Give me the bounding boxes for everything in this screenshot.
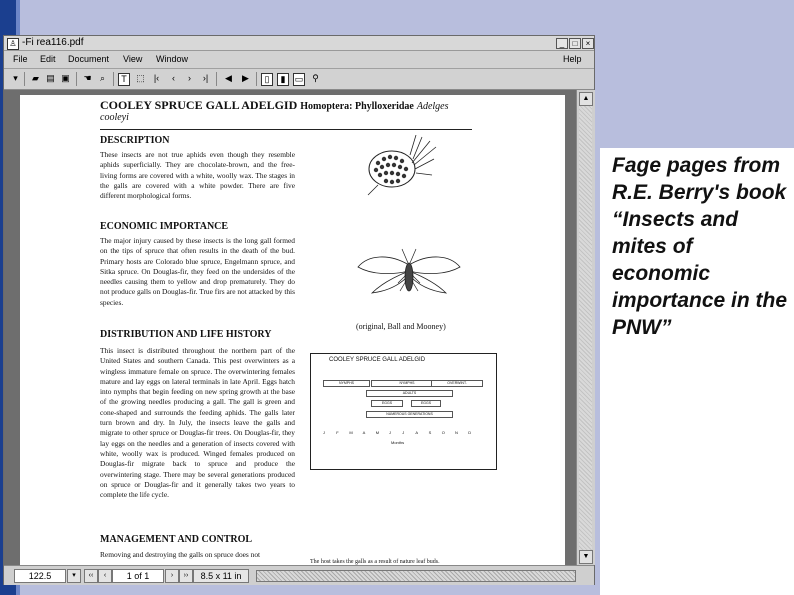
page-size-field: 8.5 x 11 in xyxy=(193,569,249,583)
fit-width-icon[interactable]: ▭ xyxy=(294,74,304,84)
prev-page-icon[interactable]: ‹ xyxy=(172,73,175,83)
menu-document[interactable]: Document xyxy=(68,54,110,64)
status-bar xyxy=(4,565,594,585)
print-icon[interactable]: ▤ xyxy=(46,73,55,83)
zoom-dropdown-icon[interactable]: ▾ xyxy=(67,569,81,583)
toolbar-separator xyxy=(216,72,217,86)
zoom-field[interactable]: 122.5 xyxy=(14,569,66,583)
chart-xlabel: Months xyxy=(391,440,405,445)
chart-month-tick: N xyxy=(455,430,458,435)
fit-page-icon[interactable]: ▮ xyxy=(277,73,289,86)
doc-title-sci: Adelges xyxy=(416,101,449,112)
chart-stage-bar: NYMPHS xyxy=(371,380,443,387)
menu-help[interactable]: Help xyxy=(563,54,582,64)
title-bar xyxy=(4,36,594,51)
chart-stage-bar: EGGS xyxy=(411,400,441,407)
chart-stage-bar: ADULTS xyxy=(366,390,453,397)
zoom-icon[interactable]: ⌕ xyxy=(99,73,106,83)
save-icon[interactable]: ▣ xyxy=(61,73,70,83)
text-description: These insects are not true aphids even though they resemble aphids superficially. They are chocolate-brown, and the free-living forms are covered with a white, woolly wax. The stages in the galls are covered with a white powder. There are five different morphological forms. xyxy=(100,150,295,201)
scroll-up-icon[interactable]: ▲ xyxy=(579,92,593,106)
chart-month-tick: J xyxy=(389,430,391,435)
doc-title-family: Homoptera: Phylloxeridae xyxy=(300,101,414,112)
heading-economic: ECONOMIC IMPORTANCE xyxy=(100,221,229,232)
select-graphic-icon[interactable]: ⬚ xyxy=(136,73,145,83)
app-icon: ♙ xyxy=(7,38,19,50)
find-icon[interactable]: ⚲ xyxy=(312,73,319,83)
chart-month-tick: M xyxy=(349,430,353,435)
text-distribution: This insect is distributed throughout the northern part of the United States and southern Canada. This pest overwinters as a wingless immature female on spruce. The overwintering females mature and lay eggs on lateral terminals in late April. Eggs hatch into nymphs that begin feeding on new spring growth at the base of the growing needles producing a gall. The gall is green and cone-shaped and surrounds the feeding aphids. The galls later turn brown and dry. In July, the insects leave the galls and migrate to other spruce or Douglas-fir trees. On Douglas-fir, they lay eggs on the needles and a generation of insects covered with white, woolly wax is produced. Winged females produced on Douglas-fir migrate back to spruce and produce the overwintering stage. There may be several generations produced on spruce or Douglas-fir and it generally takes two years to complete the life cycle. xyxy=(100,346,295,500)
gall-illustration xyxy=(358,135,438,197)
doc-title xyxy=(100,98,449,113)
first-page-icon[interactable]: |‹ xyxy=(153,73,160,83)
vertical-scrollbar[interactable] xyxy=(576,90,595,565)
figure-caption: (original, Ball and Mooney) xyxy=(356,322,446,331)
open-icon[interactable]: ▰ xyxy=(32,73,39,83)
vertical-scroll-thumb[interactable] xyxy=(579,106,592,558)
acrobat-window xyxy=(3,35,595,585)
bottom-note: The host takes the galls as a result of nature leaf buds. xyxy=(310,559,440,565)
chart-month-tick: D xyxy=(468,430,472,435)
back-icon[interactable]: ◀ xyxy=(225,73,232,83)
toolbar-separator xyxy=(76,72,77,86)
toolbar-separator xyxy=(113,72,114,86)
close-button[interactable]: × xyxy=(582,38,594,49)
document-viewport[interactable] xyxy=(4,90,576,565)
prev-button-icon[interactable]: ‹ xyxy=(98,569,112,583)
doc-title-sci2: cooleyi xyxy=(100,112,129,123)
menu-edit[interactable]: Edit xyxy=(40,54,56,64)
next-page-icon[interactable]: › xyxy=(188,73,191,83)
chart-title: COOLEY SPRUCE GALL ADELGID xyxy=(329,357,426,363)
page-field[interactable]: 1 of 1 xyxy=(112,569,164,583)
scroll-down-icon[interactable]: ▼ xyxy=(579,550,593,564)
chart-month-tick: M xyxy=(375,430,380,435)
chart-stage-bar: NYMPHS xyxy=(323,380,370,387)
chart-stage-bar: OVERWINT. xyxy=(431,380,483,387)
next-page-button-icon[interactable]: ›› xyxy=(179,569,193,583)
heading-distribution: DISTRIBUTION AND LIFE HISTORY xyxy=(100,329,272,340)
chart-stage-bar: EGGS xyxy=(371,400,403,407)
menu-file[interactable]: File xyxy=(13,54,28,64)
text-economic: The major injury caused by these insects is the long gall formed on the tips of spruce that often results in the death of the bud. Primary hosts are Colorado blue spruce, Engelmann spruce, and Sitka spruce. On Douglas-fir, they feed on the undersides of the needles causing them to yellow and drop prematurely. They do not produce galls on Douglas-fir. True firs are not attacked by this species. xyxy=(100,236,295,307)
last-page-icon[interactable]: ›| xyxy=(202,73,209,83)
heading-description: DESCRIPTION xyxy=(100,135,170,146)
select-text-icon[interactable]: T xyxy=(118,73,130,86)
toggle-toolbar-icon[interactable]: ▾ xyxy=(13,73,18,83)
window-title: -Fi rea116.pdf xyxy=(22,37,84,48)
text-management: Removing and destroying the galls on spruce does not xyxy=(100,550,261,559)
toolbar-separator xyxy=(256,72,257,86)
doc-title-main: COOLEY SPRUCE GALL ADELGID xyxy=(100,98,298,112)
life-cycle-chart xyxy=(310,353,497,470)
pdf-page xyxy=(20,95,565,565)
chart-month-tick: J xyxy=(323,430,325,435)
chart-stage-bar: NUMEROUS GENERATIONS xyxy=(366,411,453,418)
prev-page-button-icon[interactable]: ‹‹ xyxy=(84,569,98,583)
chart-month-tick: J xyxy=(402,430,405,435)
chart-month-tick: O xyxy=(441,430,445,435)
menu-window[interactable]: Window xyxy=(156,54,189,64)
hand-icon[interactable]: ☚ xyxy=(83,73,92,83)
slide-caption: Fage pages from R.E. Berry's book “Insects and mites of economic importance in the PNW” xyxy=(612,154,788,339)
insect-illustration xyxy=(354,245,464,307)
minimize-button[interactable]: _ xyxy=(556,38,568,49)
menu-bar xyxy=(4,51,594,69)
toolbar xyxy=(4,69,594,90)
toolbar-separator xyxy=(24,72,25,86)
next-button-icon[interactable]: › xyxy=(165,569,179,583)
actual-size-icon[interactable]: ▯ xyxy=(261,73,273,86)
forward-icon[interactable]: ▶ xyxy=(242,73,249,83)
chart-month-tick: A xyxy=(362,430,366,435)
chart-month-tick: S xyxy=(428,430,432,435)
chart-month-tick: A xyxy=(415,430,419,435)
chart-month-tick: F xyxy=(336,430,339,435)
maximize-button[interactable]: □ xyxy=(569,38,581,49)
menu-view[interactable]: View xyxy=(123,54,143,64)
horizontal-scrollbar[interactable] xyxy=(256,570,576,582)
heading-management: MANAGEMENT AND CONTROL xyxy=(100,534,253,545)
title-rule xyxy=(100,129,472,130)
